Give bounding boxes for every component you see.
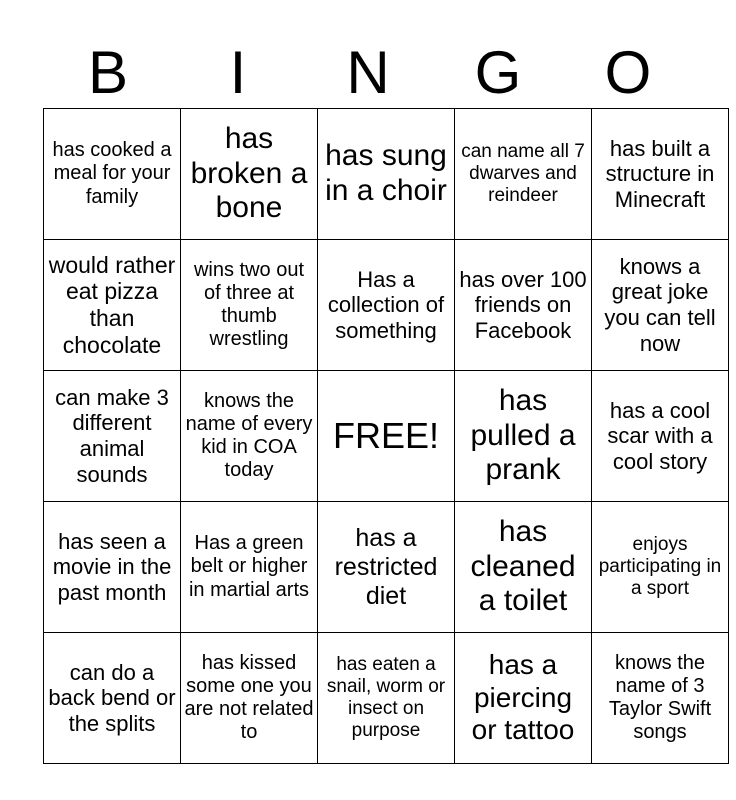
bingo-square: has built a structure in Minecraft [592,109,729,240]
board-row [44,371,729,502]
free-square: FREE! [318,371,455,502]
board-row [44,109,729,240]
bingo-square: has a restricted diet [318,502,455,633]
bingo-square: has eaten a snail, worm or insect on purpose [318,633,455,764]
header-letter-n: N [346,39,390,106]
bingo-square: wins two out of three at thumb wrestling [181,240,318,371]
bingo-square: knows the name of 3 Taylor Swift songs [592,633,729,764]
bingo-square: has broken a bone [181,109,318,240]
bingo-square: has a cool scar with a cool story [592,371,729,502]
header-letter-g: G [474,39,522,106]
bingo-board [43,108,729,764]
bingo-square: has sung in a choir [318,109,455,240]
board-row [44,240,729,371]
bingo-square: has kissed some one you are not related to [181,633,318,764]
bingo-square: can name all 7 dwarves and reindeer [455,109,592,240]
bingo-square: enjoys participating in a sport [592,502,729,633]
bingo-square: can do a back bend or the splits [44,633,181,764]
bingo-square: Has a green belt or higher in martial arts [181,502,318,633]
bingo-square: Has a collection of something [318,240,455,371]
bingo-square: knows a great joke you can tell now [592,240,729,371]
bingo-header [43,38,693,108]
bingo-square: has pulled a prank [455,371,592,502]
bingo-square: can make 3 different animal sounds [44,371,181,502]
header-letter-i: I [229,39,247,106]
header-letter-b: B [87,39,129,106]
board-row [44,502,729,633]
bingo-square: has cooked a meal for your family [44,109,181,240]
bingo-square: has a piercing or tattoo [455,633,592,764]
header-letter-o: O [604,39,652,106]
bingo-square: has over 100 friends on Facebook [455,240,592,371]
board-row [44,633,729,764]
bingo-square: would rather eat pizza than chocolate [44,240,181,371]
bingo-square: knows the name of every kid in COA today [181,371,318,502]
bingo-square: has seen a movie in the past month [44,502,181,633]
bingo-square: has cleaned a toilet [455,502,592,633]
